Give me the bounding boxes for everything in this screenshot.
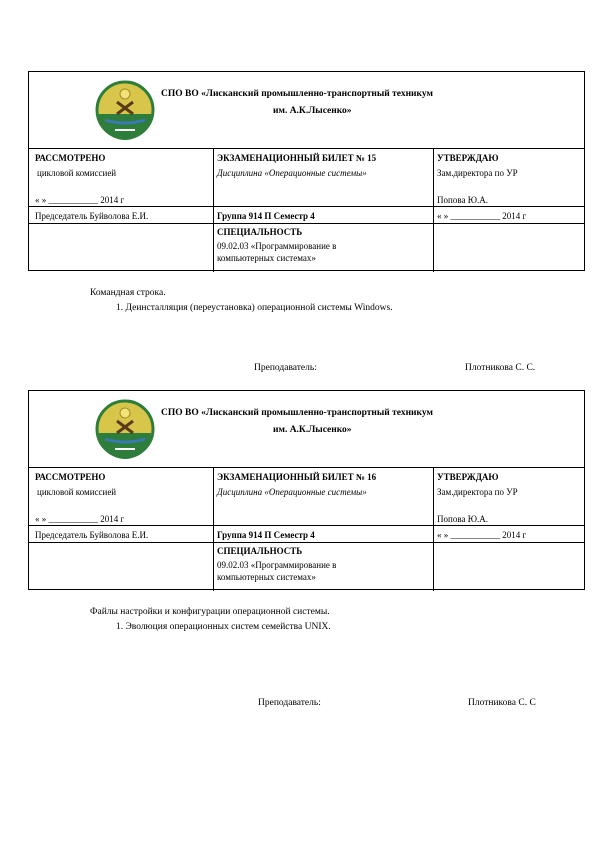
ticket-frame — [28, 390, 585, 590]
approve-title: УТВЕРЖДАЮ — [437, 153, 499, 163]
teacher-label: Преподаватель: — [258, 698, 321, 708]
org-name-line2: им. А.К.Лысенко» — [273, 106, 352, 116]
approve-name: Попова Ю.А. — [437, 195, 488, 205]
ticket-title: ЭКЗАМЕНАЦИОННЫЙ БИЛЕТ № 15 — [217, 153, 377, 163]
group-semester: Группа 914 П Семестр 4 — [217, 211, 315, 221]
group-semester: Группа 914 П Семестр 4 — [217, 530, 315, 540]
approve-date: « » ___________ 2014 г — [437, 530, 527, 540]
specialty-line2: компьютерных системах» — [217, 572, 316, 582]
college-emblem-icon — [95, 80, 155, 140]
specialty-title: СПЕЦИАЛЬНОСТЬ — [217, 546, 303, 556]
column-divider — [213, 148, 214, 272]
org-name-line2: им. А.К.Лысенко» — [273, 425, 352, 435]
ticket-header — [29, 72, 584, 149]
chair-name: Председатель Буйволова Е.И. — [35, 211, 149, 221]
reviewed-subtitle: цикловой комиссией — [37, 168, 117, 178]
ticket-header — [29, 391, 584, 468]
reviewed-title: РАССМОТРЕНО — [35, 472, 106, 482]
ticket-title: ЭКЗАМЕНАЦИОННЫЙ БИЛЕТ № 16 — [217, 472, 377, 482]
specialty-line2: компьютерных системах» — [217, 253, 316, 263]
column-divider — [213, 467, 214, 591]
row-divider — [29, 206, 584, 207]
specialty-line1: 09.02.03 «Программирование в — [217, 241, 337, 251]
question-intro: Файлы настройки и конфигурации операционной системы. — [90, 607, 330, 617]
teacher-name: Плотникова С. С. — [465, 363, 536, 373]
discipline: Дисциплина «Операционные системы» — [217, 168, 367, 178]
approve-title: УТВЕРЖДАЮ — [437, 472, 499, 482]
question-intro: Командная строка. — [90, 288, 166, 298]
approve-subtitle: Зам.директора по УР — [437, 487, 518, 497]
org-name-line1: СПО ВО «Лисканский промышленно-транспортный техникум — [161, 408, 433, 418]
approve-name: Попова Ю.А. — [437, 514, 488, 524]
chair-name: Председатель Буйволова Е.И. — [35, 530, 149, 540]
column-divider — [433, 148, 434, 272]
approve-subtitle: Зам.директора по УР — [437, 168, 518, 178]
specialty-line1: 09.02.03 «Программирование в — [217, 560, 337, 570]
row-divider — [29, 525, 584, 526]
approve-date: « » ___________ 2014 г — [437, 211, 527, 221]
column-divider — [433, 467, 434, 591]
reviewed-subtitle: цикловой комиссией — [37, 487, 117, 497]
reviewed-title: РАССМОТРЕНО — [35, 153, 106, 163]
reviewed-date: « » ___________ 2014 г — [35, 514, 125, 524]
question-item: 1. Эволюция операционных систем семейства UNIX. — [116, 622, 331, 632]
question-item: 1. Деинсталляция (переустановка) операционной системы Windows. — [116, 303, 393, 313]
teacher-label: Преподаватель: — [254, 363, 317, 373]
row-divider — [29, 223, 584, 224]
college-emblem-icon — [95, 399, 155, 459]
reviewed-date: « » ___________ 2014 г — [35, 195, 125, 205]
teacher-name: Плотникова С. С — [468, 698, 536, 708]
org-name-line1: СПО ВО «Лисканский промышленно-транспортный техникум — [161, 89, 433, 99]
row-divider — [29, 542, 584, 543]
discipline: Дисциплина «Операционные системы» — [217, 487, 367, 497]
ticket-frame — [28, 71, 585, 271]
specialty-title: СПЕЦИАЛЬНОСТЬ — [217, 227, 303, 237]
